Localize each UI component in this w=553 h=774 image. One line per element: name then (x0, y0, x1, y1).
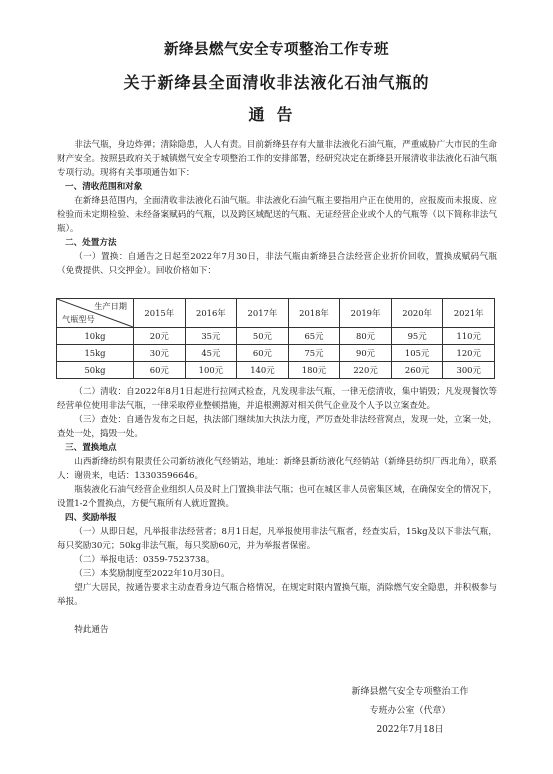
price-cell: 80元 (340, 328, 392, 345)
signature-org: 新绛县燃气安全专项整治工作 (351, 687, 469, 697)
price-cell: 75元 (288, 345, 340, 362)
model-cell: 15kg (57, 345, 134, 362)
year-header: 2015年 (134, 299, 186, 328)
year-header: 2020年 (391, 299, 443, 328)
corner-bottom-label: 气瓶型号 (62, 314, 95, 324)
section-4-paragraph-3: （三）本奖励制度至2022年10月30日。 (74, 569, 230, 579)
price-cell: 30元 (134, 345, 186, 362)
issuer-title: 新绛县燃气安全专项整治工作专班 (164, 42, 389, 58)
price-cell: 120元 (443, 345, 495, 362)
price-cell: 220元 (340, 362, 392, 379)
year-header: 2017年 (237, 299, 289, 328)
year-header: 2021年 (443, 299, 495, 328)
lower-block (57, 385, 497, 637)
section-1-heading: 一、清收范围和对象 (65, 182, 143, 192)
price-cell: 65元 (288, 328, 340, 345)
price-cell: 60元 (134, 362, 186, 379)
price-cell: 180元 (288, 362, 340, 379)
intro-paragraph: 非法气瓶，身边炸弹；清除隐患，人人有责。目前新绛县存有大量非法液化石油气瓶，严重威胁广大市民的生命财产安全。按照县政府关于城镇燃气安全专项整治工作的安排部署，经研究决定在新绛县开展清收非法液化石油气瓶专项行动。现将有关事项通告如下： (57, 140, 497, 178)
model-cell: 10kg (57, 328, 134, 345)
price-cell: 110元 (443, 328, 495, 345)
table-corner-cell (57, 299, 134, 328)
price-cell: 140元 (237, 362, 289, 379)
section-2-paragraph-2: （二）清收：自2022年8月1日起进行拉网式检查，凡发现非法气瓶，一律无偿清收，集中销毁；凡发现餐饮等经营单位使用非法气瓶，一律采取停业整顿措施，并追根溯源对相关供气企业及个人予以立案查处。 (57, 387, 497, 411)
price-cell: 20元 (134, 328, 186, 345)
price-cell: 105元 (391, 345, 443, 362)
notice-title: 关于新绛县全面清收非法液化石油气瓶的 (123, 73, 430, 92)
price-cell: 50元 (237, 328, 289, 345)
price-cell: 60元 (237, 345, 289, 362)
price-cell: 45元 (185, 345, 237, 362)
signature-office: 专班办公室（代章） (369, 706, 451, 716)
section-3-paragraph-1: 山西新绛纺织有限责任公司新纺液化气经销站，地址：新绛县新纺液化气经销站（新绛县纺织厂西北角），联系人：谢贵来，电话：13303596646。 (57, 457, 497, 481)
table-row (57, 345, 495, 362)
price-cell: 260元 (391, 362, 443, 379)
corner-top-label: 生产日期 (94, 301, 127, 311)
model-cell: 50kg (57, 362, 134, 379)
price-table (56, 298, 495, 379)
price-table-header (57, 299, 495, 328)
price-cell: 90元 (340, 345, 392, 362)
table-row (57, 328, 495, 345)
section-4-paragraph-4: 望广大居民，按通告要求主动查看身边气瓶合格情况，在规定时限内置换气瓶，消除燃气安全隐患，并积极参与举报。 (57, 583, 497, 607)
section-3-heading: 三、置换地点 (65, 443, 117, 453)
year-header: 2019年 (340, 299, 392, 328)
section-4-paragraph-1: （一）从即日起，凡举报非法经营者；8月1日起，凡举报使用非法气瓶者，经查实后，15kg及以下非法气瓶，每只奖励30元；50kg非法气瓶，每只奖励60元，并为举报者保密。 (57, 527, 497, 551)
closing-text: 特此通告 (74, 625, 109, 635)
section-2-heading: 二、处置方法 (65, 238, 117, 248)
section-4-heading: 四、奖励举报 (65, 513, 117, 523)
section-4-paragraph-2: （二）举报电话：0359-7523738。 (74, 555, 215, 565)
section-1-text: 在新绛县范围内，全面清收非法液化石油气瓶。非法液化石油气瓶主要指用户正在使用的，应报废而未报废、应检验而未定期检验、未经备案赋码的气瓶，以及跨区域配送的气瓶、无证经营企业或个人的气瓶等（以下简称非法气瓶）。 (57, 196, 497, 234)
table-row (57, 362, 495, 379)
price-cell: 100元 (185, 362, 237, 379)
year-header: 2018年 (288, 299, 340, 328)
section-3-paragraph-2: 瓶装液化石油气经营企业组织人员及时上门置换非法气瓶；也可在城区非人员密集区域，在确保安全的情况下，设置1-2个置换点，方便气瓶所有人就近置换。 (57, 485, 497, 509)
notice-label: 通告 (248, 105, 305, 124)
section-2-paragraph-1: （一）置换：自通告之日起至2022年7月30日，非法气瓶由新绛县合法经营企业折价回收，置换成赋码气瓶（免费提供、只交押金）。回收价格如下： (57, 252, 497, 276)
year-header: 2016年 (185, 299, 237, 328)
section-2-paragraph-3: （三）查处：自通告发布之日起，执法部门继续加大执法力度，严厉查处非法经营窝点，发现一处，立案一处，查处一处，捣毁一处。 (57, 415, 497, 439)
price-cell: 300元 (443, 362, 495, 379)
price-cell: 35元 (185, 328, 237, 345)
signature-date: 2022年7月18日 (376, 725, 444, 735)
intro-block (57, 138, 497, 278)
price-cell: 95元 (391, 328, 443, 345)
